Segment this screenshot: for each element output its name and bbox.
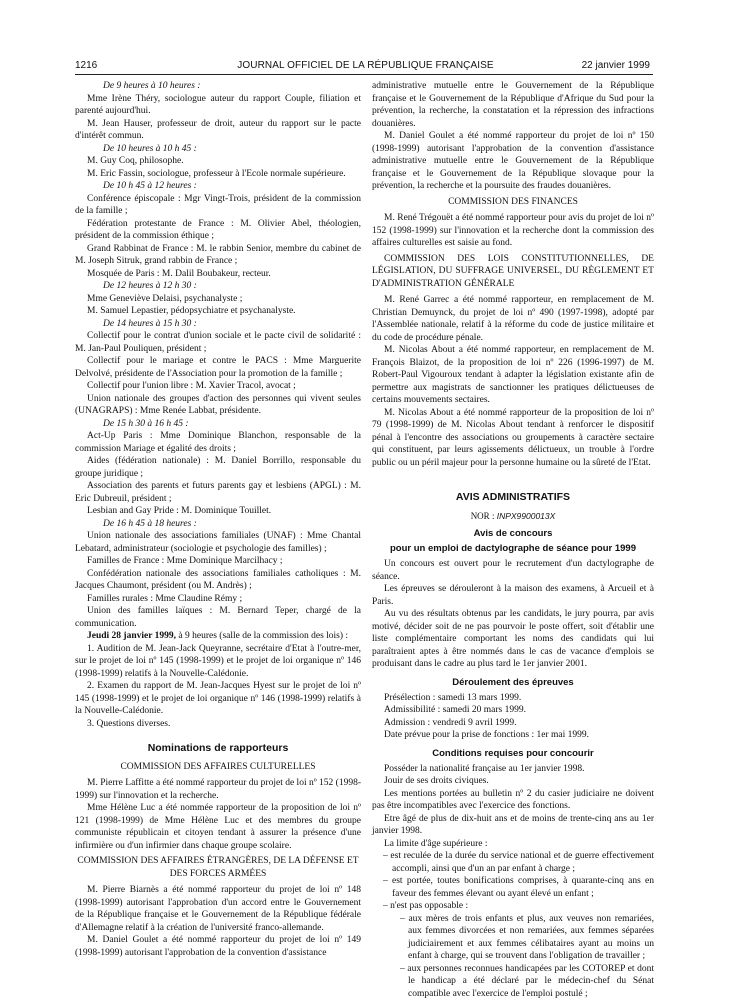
paragraph: Lesbian and Gay Pride : M. Dominique Touillet. [75,505,361,518]
paragraph: Mme Irène Théry, sociologue auteur du rapport Couple, filiation et parenté aujourd'hui. [75,93,361,118]
paragraph: M. Nicolas About a été nommé rapporteur de la proposition de loi nº 79 (1998-1999) de M. Nicolas About tendant à renforcer le dispositif pénal à l'encontre des associations ou groupements à caractère sectaire qui constituent, par leurs agissements délictueux, un trouble à l'ordre public ou un péril majeur pour la personne humaine ou la sûreté de l'Etat. [372,407,654,470]
paragraph: Grand Rabbinat de France : M. le rabbin Senior, membre du cabinet de M. Joseph Sitruk, grand rabbin de France ; [75,243,361,268]
paragraph: Association des parents et futurs parents gay et lesbiens (APGL) : M. Eric Dubreuil, président ; [75,480,361,505]
subsection-heading: Conditions requises pour concourir [372,748,654,760]
commission-heading: COMMISSION DES AFFAIRES ÉTRANGÈRES, DE LA DÉFENSE ET DES FORCES ARMÉES [75,855,361,880]
time-slot: De 10 h 45 à 12 heures : [75,180,361,193]
paragraph: Union des familles laïques : M. Bernard Teper, chargé de la communication. [75,605,361,630]
list-item: – est reculée de la durée du service national et de guerre effectivement accompli, ainsi que d'un an par enfant à charge ; [372,850,654,875]
time-slot: De 10 heures à 10 h 45 : [75,143,361,156]
paragraph: M. Nicolas About a été nommé rapporteur, en remplacement de M. François Blaizot, de la proposition de loi nº 226 (1996-1997) de M. Robert-Paul Vigouroux tendant à adapter la législation existante afin de permettre aux magistrats de sanctionner les pratiques délictueuses de certains mouvements sectaires. [372,344,654,407]
commission-heading: COMMISSION DES LOIS CONSTITUTIONNELLES, DE LÉGISLATION, DU SUFFRAGE UNIVERSEL, DU RÈGLEMENT ET D'ADMINISTRATION GÉNÉRALE [372,253,654,291]
paragraph: Un concours est ouvert pour le recrutement d'un dactylographe de séance. [372,558,654,583]
paragraph: Admissibilité : samedi 20 mars 1999. [372,704,654,717]
nor-reference [372,510,654,523]
paragraph: M. René Garrec a été nommé rapporteur, en remplacement de M. Christian Demuynck, du projet de loi nº 490 (1997-1998), adopté par l'Assemblée nationale, relatif à la réforme du code de justice militaire et du code de procédure pénale. [372,294,654,344]
paragraph: 3. Questions diverses. [75,718,361,731]
time-slot: De 14 heures à 15 h 30 : [75,318,361,331]
paragraph: Collectif pour l'union libre : M. Xavier Tracol, avocat ; [75,380,361,393]
date-heading: Jeudi 28 janvier 1999, [87,631,176,641]
paragraph: Date prévue pour la prise de fonctions : 1er mai 1999. [372,729,654,742]
paragraph: M. René Trégouët a été nommé rapporteur pour avis du projet de loi nº 152 (1998-1999) sur l'innovation et la recherche dont la commission des affaires culturelles est saisie au fond. [372,212,654,250]
paragraph: Familles de France : Mme Dominique Marcilhacy ; [75,555,361,568]
paragraph: Familles rurales : Mme Claudine Rémy ; [75,593,361,606]
left-column [75,80,361,959]
paragraph: M. Pierre Biarnès a été nommé rapporteur du projet de loi nº 148 (1998-1999) autorisant l'approbation d'un accord entre le Gouvernement de la République française et le Gouvernement de la République fédérale d'Allemagne relatif à la création de l'université franco-allemande. [75,884,361,934]
list-item: – aux personnes reconnues handicapées par les COTOREP et dont le handicap a été déclaré par le médecin-chef du Sénat compatible avec l'exercice de l'emploi postulé ; [372,963,654,1000]
paragraph: Jouir de ses droits civiques. [372,775,654,788]
paragraph: Union nationale des groupes d'action des personnes qui vivent seules (UNAGRAPS) : Mme Renée Labbat, présidente. [75,393,361,418]
paragraph: Au vu des résultats obtenus par les candidats, le jury pourra, par avis motivé, décider soit de ne pas pourvoir le poste offert, soit d'établir une liste complémentaire comportant les noms des candidats qui lui paraîtraient aptes à être nommés dans le cas de vacance d'emplois se produisant dans le cadre au plus tard le 1er janvier 2001. [372,608,654,671]
list-item: – n'est pas opposable : [372,900,654,913]
list-item: – est portée, toutes bonifications comprises, à quarante-cinq ans en faveur des femmes élevant ou ayant élevé un enfant ; [372,875,654,900]
paragraph: Collectif pour le contrat d'union sociale et le pacte civil de solidarité : M. Jan-Paul Pouliquen, président ; [75,330,361,355]
nor-code: INPX9900013X [497,511,556,521]
subsection-heading: pour un emploi de dactylographe de séance pour 1999 [372,543,654,555]
paragraph: Posséder la nationalité française au 1er janvier 1998. [372,763,654,776]
paragraph: Fédération protestante de France : M. Olivier Abel, théologien, président de la commission éthique ; [75,218,361,243]
paragraph: Présélection : samedi 13 mars 1999. [372,692,654,705]
header-rule [75,74,653,75]
paragraph: administrative mutuelle entre le Gouvernement de la République française et le Gouvernement de la République d'Afrique du Sud pour la prévention, la recherche, la constatation et la répression des infractions douanières. [372,80,654,130]
paragraph: Mosquée de Paris : M. Dalil Boubakeur, recteur. [75,268,361,281]
paragraph: M. Pierre Laffitte a été nommé rapporteur du projet de loi nº 152 (1998-1999) sur l'innovation et la recherche. [75,777,361,802]
commission-heading: COMMISSION DES FINANCES [372,196,654,209]
date-heading-rest: à 9 heures (salle de la commission des lois) : [176,631,348,641]
section-heading: AVIS ADMINISTRATIFS [372,491,654,504]
paragraph: M. Daniel Goulet a été nommé rapporteur du projet de loi nº 149 (1998-1999) autorisant l'approbation de la convention d'assistance [75,934,361,959]
time-slot: De 12 heures à 12 h 30 : [75,280,361,293]
paragraph: M. Eric Fassin, sociologue, professeur à l'Ecole normale supérieure. [75,168,361,181]
nor-label: NOR : [471,511,497,521]
paragraph: M. Daniel Goulet a été nommé rapporteur du projet de loi nº 150 (1998-1999) autorisant l'approbation de la convention d'assistance administrative mutuelle entre le Gouvernement de la République française et le Gouvernement de la République slovaque pour la prévention, la recherche et la poursuite des fraudes douanières. [372,130,654,193]
time-slot: De 9 heures à 10 heures : [75,80,361,93]
paragraph: Admission : vendredi 9 avril 1999. [372,717,654,730]
paragraph: Collectif pour le mariage et contre le PACS : Mme Marguerite Delvolvé, présidente de l'Association pour la promotion de la famille ; [75,355,361,380]
paragraph: M. Guy Coq, philosophe. [75,155,361,168]
paragraph: Mme Hélène Luc a été nommée rapporteur de la proposition de loi nº 121 (1998-1999) de Mme Hélène Luc et des membres du groupe communiste républicain et citoyen tendant à assurer la présence d'une infirmière ou d'un infirmier dans chaque groupe scolaire. [75,802,361,852]
paragraph: Act-Up Paris : Mme Dominique Blanchon, responsable de la commission Mariage et égalité des droits ; [75,430,361,455]
paragraph: Aides (fédération nationale) : M. Daniel Borrillo, responsable du groupe juridique ; [75,455,361,480]
section-heading: Nominations de rapporteurs [75,742,361,755]
subsection-heading: Avis de concours [372,528,654,540]
paragraph: Etre âgé de plus de dix-huit ans et de moins de trente-cinq ans au 1er janvier 1998. [372,813,654,838]
paragraph: 1. Audition de M. Jean-Jack Queyranne, secrétaire d'Etat à l'outre-mer, sur le projet de loi nº 145 (1998-1999) et le projet de loi organique nº 146 (1998-1999) relatifs à la Nouvelle-Calédonie. [75,643,361,681]
paragraph: Les mentions portées au bulletin nº 2 du casier judiciaire ne doivent pas être incompatibles avec l'exercice des fonctions. [372,788,654,813]
paragraph: Les épreuves se dérouleront à la maison des examens, à Arcueil et à Paris. [372,583,654,608]
issue-date: 22 janvier 1999 [582,60,650,71]
paragraph: Union nationale des associations familiales (UNAF) : Mme Chantal Lebatard, administrateur (sociologie et psychologie des familles) ; [75,530,361,555]
journal-title: JOURNAL OFFICIEL DE LA RÉPUBLIQUE FRANÇAISE [0,60,731,71]
paragraph: La limite d'âge supérieure : [372,838,654,851]
list-item: – aux mères de trois enfants et plus, aux veuves non remariées, aux femmes divorcées et non remariées, aux femmes séparées judiciairement et aux femmes célibataires ayant au moins un enfant à charge, qui se trouvent dans l'obligation de travailler ; [372,913,654,963]
paragraph: M. Jean Hauser, professeur de droit, auteur du rapport sur le pacte d'intérêt commun. [75,118,361,143]
paragraph: Conférence épiscopale : Mgr Vingt-Trois, président de la commission de la famille ; [75,193,361,218]
subsection-heading: Déroulement des épreuves [372,677,654,689]
right-column [372,80,654,1000]
paragraph: 2. Examen du rapport de M. Jean-Jacques Hyest sur le projet de loi nº 145 (1998-1999) et le projet de loi organique nº 146 (1998-1999) relatifs à la Nouvelle-Calédonie. [75,680,361,718]
time-slot: De 15 h 30 à 16 h 45 : [75,418,361,431]
commission-heading: COMMISSION DES AFFAIRES CULTURELLES [75,761,361,774]
time-slot: De 16 h 45 à 18 heures : [75,518,361,531]
page-number: 1216 [75,60,97,71]
paragraph: Mme Geneviève Delaisi, psychanalyste ; [75,293,361,306]
paragraph: Confédération nationale des associations familiales catholiques : M. Jacques Chaumont, président (ou M. Andrès) ; [75,568,361,593]
paragraph: M. Samuel Lepastier, pédopsychiatre et psychanalyste. [75,305,361,318]
paragraph [75,630,361,643]
